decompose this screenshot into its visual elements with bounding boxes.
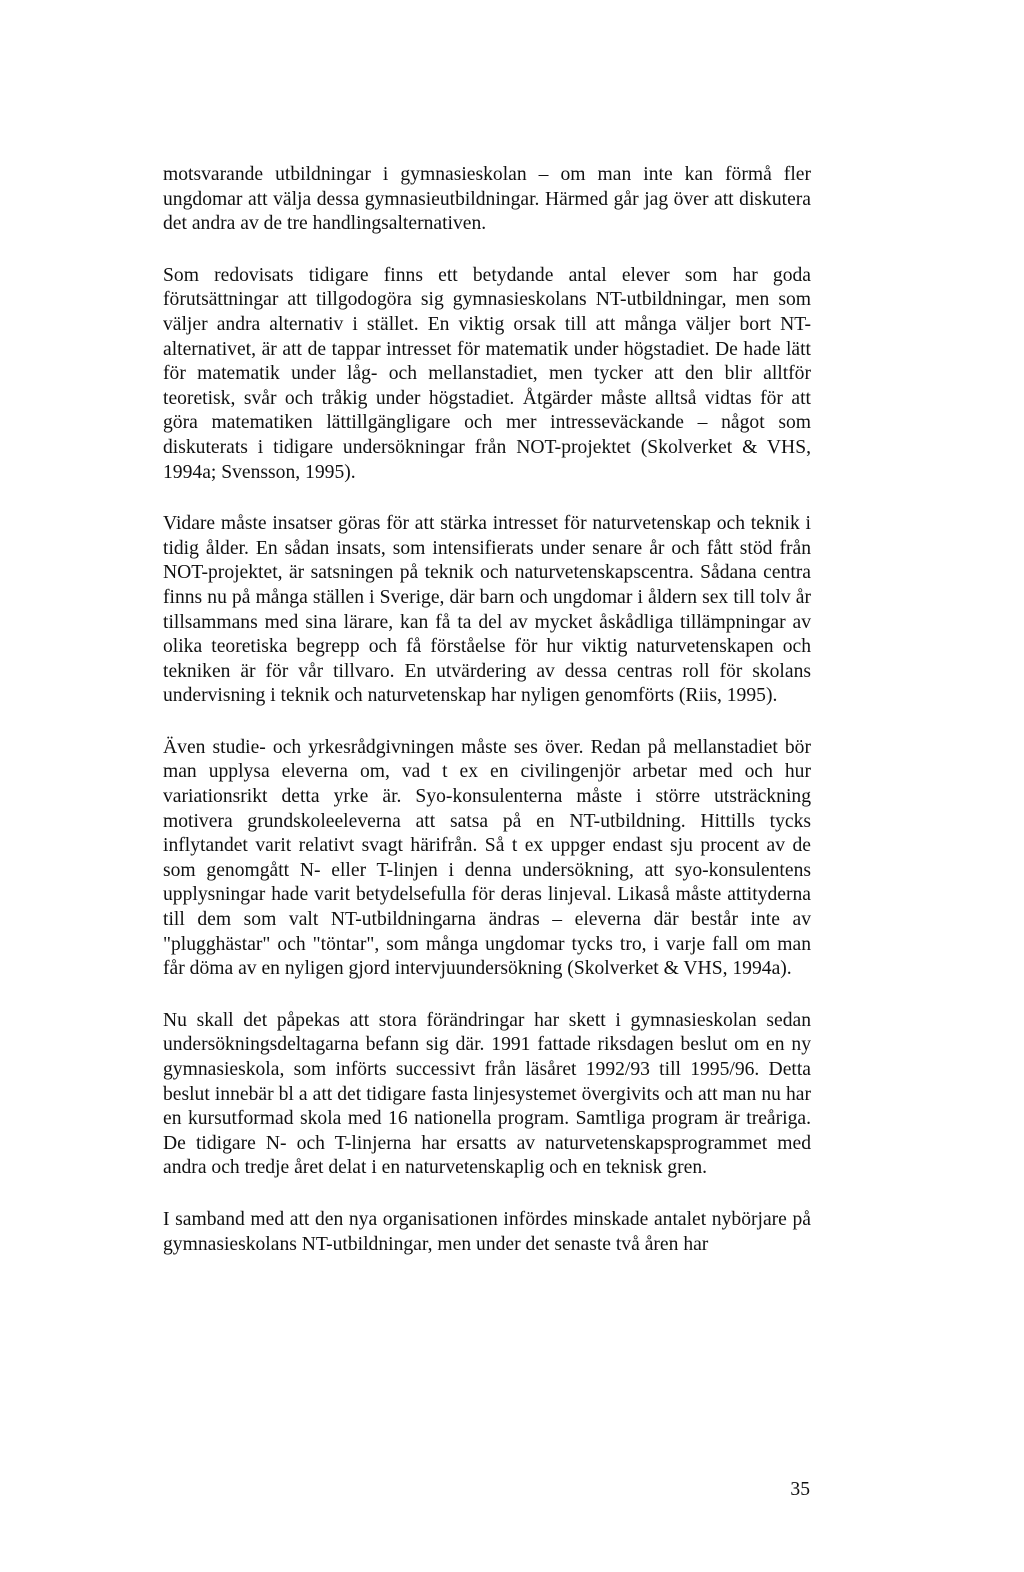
paragraph-6: I samband med att den nya organisationen infördes minskade antalet nybörjare på gymnasieskolans NT-utbildningar, men under det senaste två åren har xyxy=(163,1208,811,1255)
paragraph-2: Som redovisats tidigare finns ett betydande antal elever som har goda förutsättningar att tillgodogöra sig gymnasieskolans NT-utbildningar, men som väljer andra alternativ i stället. En viktig orsak till att många väljer bort NT-alternativet, är att de tappar intresset för matematik under högstadiet. De hade lätt för matematik under låg- och mellanstadiet, men tycker att den blir alltför teoretisk, svår och tråkig under högstadiet. Åtgärder måste alltså vidtas för att göra matematiken lättillgängligare och mer intresseväckande – något som diskuterats i tidigare undersökningar från NOT-projektet (Skolverket & VHS, 1994a; Svensson, 1995). xyxy=(163,264,811,483)
paragraph-5: Nu skall det påpekas att stora förändringar har skett i gymnasieskolan sedan undersökningsdeltagarna befann sig där. 1991 fattade riksdagen beslut om en ny gymnasieskola, som införts successivt från läsåret 1992/93 till 1995/96. Detta beslut innebär bl a att det tidigare fasta linjesystemet övergivits och att man nu har en kursutformad skola med 16 nationella program. Samtliga program är treåriga. De tidigare N- och T-linjerna har ersatts av naturvetenskapsprogrammet med andra och tredje året delat i en naturvetenskaplig och en teknisk gren. xyxy=(163,1009,811,1179)
paragraph-3: Vidare måste insatser göras för att stärka intresset för naturvetenskap och teknik i tidig ålder. En sådan insats, som intensifierats under senare år och fått stöd från NOT-projektet, är satsningen på teknik och naturvetenskapscentra. Sådana centra finns nu på många ställen i Sverige, där barn och ungdomar i åldern sex till tolv år tillsammans med sina lärare, kan få ta del av mycket åskådliga tillämpningar av olika teoretiska begrepp och få förståelse för hur viktig naturvetenskapen och tekniken är för vår tillvaro. En utvärdering av dessa centras roll för skolans undervisning i teknik och naturvetenskap har nyligen genomförts (Riis, 1995). xyxy=(163,513,811,707)
page-number: 35 xyxy=(790,1479,810,1500)
paragraph-4: Även studie- och yrkesrådgivningen måste ses över. Redan på mellanstadiet bör man upplysa eleverna om, vad t ex en civilingenjör arbetar med och hur variationsrikt detta yrke är. Syo-konsulenterna måste i större utsträckning motivera grundskoleeleverna att satsa på en NT-utbildning. Hittills tycks inflytandet varit relativt svagt härifrån. Så t ex uppger endast sju procent av de som genomgått N- eller T-linjen i denna undersökning, att syo-konsulentens upplysningar hade varit betydelsefulla för deras linjeval. Likaså måste attityderna till dem som valt NT-utbildningarna ändras – eleverna där består inte av "plugghästar" och "töntar", som många ungdomar tycks tro, i varje fall om man får döma av en nyligen gjord intervjuundersökning (Skolverket & VHS, 1994a). xyxy=(163,736,811,980)
body-text xyxy=(163,163,811,1284)
paragraph-1: motsvarande utbildningar i gymnasieskolan – om man inte kan förmå fler ungdomar att välja dessa gymnasieutbildningar. Härmed går jag över att diskutera det andra av de tre handlingsalternativen. xyxy=(163,164,811,235)
